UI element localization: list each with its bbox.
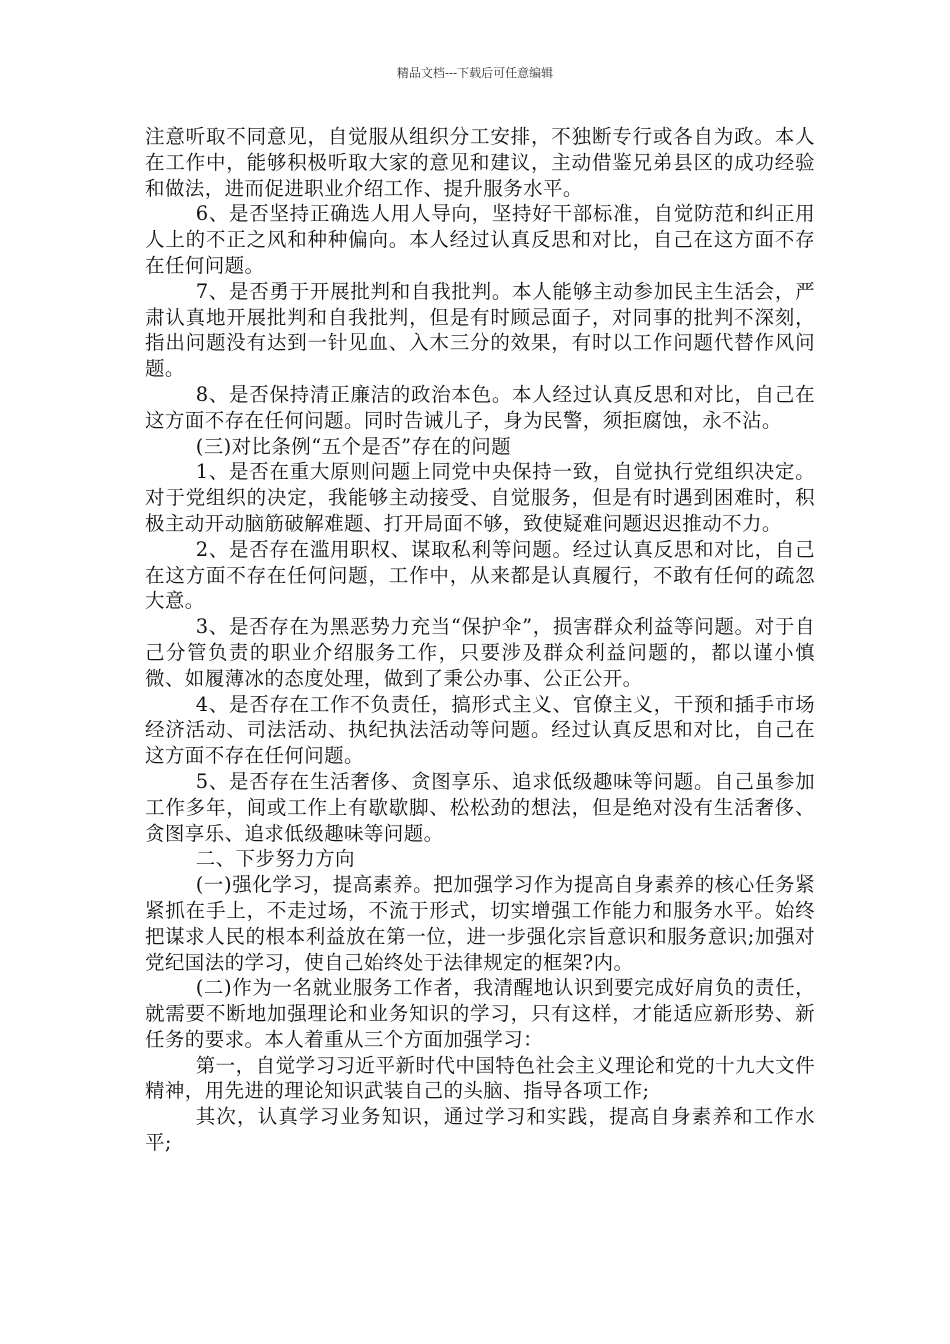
paragraph-continued: 注意听取不同意见，自觉服从组织分工安排，不独断专行或各自为政。本人在工作中，能够积极听取大家的意见和建议，主动借鉴兄弟县区的成功经验和做法，进而促进职业介绍工作、提升服务水平。	[145, 125, 815, 200]
paragraph-item-6: 6、是否坚持正确选人用人导向，坚持好干部标准，自觉防范和纠正用人上的不正之风和种种偏向。本人经过认真反思和对比，自己在这方面不存在任何问题。	[145, 202, 815, 277]
paragraph-first-point: 第一，自觉学习习近平新时代中国特色社会主义理论和党的十九大文件精神，用先进的理论知识武装自己的头脑、指导各项工作;	[145, 1053, 815, 1103]
paragraph-item-2: 2、是否存在滥用职权、谋取私利等问题。经过认真反思和对比，自己在这方面不存在任何问题，工作中，从来都是认真履行，不敢有任何的疏忽大意。	[145, 537, 815, 613]
section-heading-three: (三)对比条例“五个是否”存在的问题	[195, 434, 512, 458]
paragraph-item-5: 5、是否存在生活奢侈、贪图享乐、追求低级趣味等问题。自己虽参加工作多年，间或工作上有歇歇脚、松松劲的想法，但是绝对没有生活奢侈、贪图享乐、追求低级趣味等问题。	[145, 769, 815, 845]
paragraph-item-7: 7、是否勇于开展批判和自我批判。本人能够主动参加民主生活会，严肃认真地开展批判和自我批判，但是有时顾忌面子，对同事的批判不深刻，指出问题没有达到一针见血、入木三分的效果，有时以工作问题代替作风问题。	[145, 279, 815, 381]
paragraph-item-3: 3、是否存在为黑恶势力充当“保护伞”，损害群众利益等问题。对于自己分管负责的职业介绍服务工作，只要涉及群众利益问题的，都以谨小慎微、如履薄冰的态度处理，做到了秉公办事、公正公开。	[145, 615, 815, 690]
paragraph-second-point: 其次，认真学习业务知识，通过学习和实践，提高自身素养和工作水平;	[145, 1105, 815, 1155]
paragraph-item-1: 1、是否在重大原则问题上同党中央保持一致，自觉执行党组织决定。对于党组织的决定，我能够主动接受、自觉服务，但是有时遇到困难时，积极主动开动脑筋破解难题、打开局面不够，致使疑难问题迟迟推动不力。	[145, 460, 815, 535]
paragraph-item-4: 4、是否存在工作不负责任，搞形式主义、官僚主义，干预和插手市场经济活动、司法活动、执纪执法活动等问题。经过认真反思和对比，自己在这方面不存在任何问题。	[145, 692, 815, 768]
paragraph-sub-two: (二)作为一名就业服务工作者，我清醒地认识到要完成好肩负的责任，就需要不断地加强理论和业务知识的学习，只有这样，才能适应新形势、新任务的要求。本人着重从三个方面加强学习：	[145, 976, 815, 1051]
paragraph-item-8: 8、是否保持清正廉洁的政治本色。本人经过认真反思和对比，自己在这方面不存在任何问题。同时告诫儿子，身为民警，须拒腐蚀，永不沾。	[145, 382, 815, 432]
document-body	[145, 124, 815, 1156]
section-heading-two: 二、下步努力方向	[195, 847, 355, 871]
paragraph-sub-one: (一)强化学习，提高素养。把加强学习作为提高自身素养的核心任务紧紧抓在手上，不走过场，不流于形式，切实增强工作能力和服务水平。始终把谋求人民的根本利益放在第一位，进一步强化宗旨意识和服务意识;加强对党纪国法的学习，使自己始终处于法律规定的框架?内。	[145, 873, 815, 974]
page-header: 精品文档---下载后可任意编辑	[396, 66, 554, 80]
